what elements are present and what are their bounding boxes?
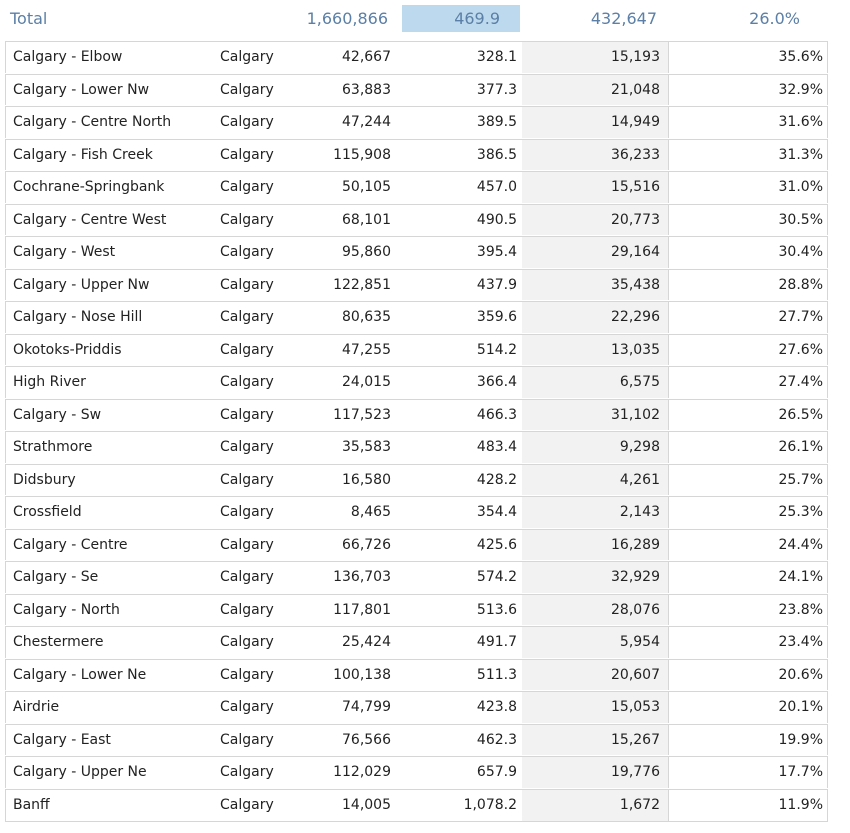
table-row[interactable]	[5, 106, 828, 138]
region-cell[interactable]: Calgary	[220, 179, 274, 196]
region-cell[interactable]: Calgary	[220, 244, 274, 261]
percent-cell[interactable]: 28.8%	[778, 276, 823, 293]
population-cell[interactable]: 16,580	[342, 471, 391, 488]
count-cell[interactable]: 20,607	[611, 666, 660, 683]
table-row[interactable]	[5, 464, 828, 496]
population-cell[interactable]: 122,851	[333, 276, 391, 293]
rate-cell[interactable]: 428.2	[476, 471, 517, 488]
total-population[interactable]: 1,660,866	[306, 9, 388, 28]
rate-cell[interactable]: 490.5	[476, 211, 517, 228]
region-cell[interactable]: Calgary	[220, 699, 274, 716]
table-row[interactable]	[5, 139, 828, 171]
zone-name-cell[interactable]: Banff	[13, 797, 50, 813]
population-cell[interactable]: 42,667	[342, 49, 391, 66]
rate-cell[interactable]: 483.4	[476, 439, 517, 456]
zone-name-cell[interactable]: Didsbury	[13, 471, 76, 488]
percent-cell[interactable]: 20.1%	[778, 699, 823, 716]
zone-name-cell[interactable]: Calgary - East	[13, 731, 111, 748]
population-cell[interactable]: 115,908	[333, 146, 391, 163]
count-cell[interactable]: 15,053	[611, 699, 660, 716]
population-cell[interactable]: 63,883	[342, 81, 391, 98]
rate-cell[interactable]: 574.2	[476, 569, 517, 586]
region-cell[interactable]: Calgary	[220, 764, 274, 781]
region-cell[interactable]: Calgary	[220, 341, 274, 358]
count-cell[interactable]: 29,164	[611, 244, 660, 261]
population-cell[interactable]: 74,799	[342, 699, 391, 716]
rate-cell[interactable]: 354.4	[476, 504, 517, 521]
percent-cell[interactable]: 31.6%	[778, 114, 823, 131]
region-cell[interactable]: Calgary	[220, 81, 274, 98]
rate-cell[interactable]: 491.7	[476, 634, 517, 651]
count-cell[interactable]: 6,575	[619, 374, 660, 391]
zone-name-cell[interactable]: Strathmore	[13, 439, 93, 456]
table-row[interactable]	[5, 789, 828, 822]
zone-name-cell[interactable]: Calgary - Nose Hill	[13, 309, 143, 326]
table-row[interactable]	[5, 756, 828, 788]
table-row[interactable]	[5, 724, 828, 756]
percent-cell[interactable]: 25.7%	[778, 471, 823, 488]
population-cell[interactable]: 95,860	[342, 244, 391, 261]
table-row[interactable]	[5, 594, 828, 626]
rate-cell[interactable]: 389.5	[476, 114, 517, 131]
zone-name-cell[interactable]: Calgary - Centre West	[13, 211, 167, 228]
percent-cell[interactable]: 35.6%	[778, 49, 823, 66]
zone-name-cell[interactable]: Calgary - Sw	[13, 406, 102, 423]
rate-cell[interactable]: 511.3	[476, 666, 517, 683]
percent-cell[interactable]: 31.3%	[778, 146, 823, 163]
rate-cell[interactable]: 359.6	[476, 309, 517, 326]
population-cell[interactable]: 100,138	[333, 666, 391, 683]
zone-name-cell[interactable]: Cochrane-Springbank	[13, 179, 165, 196]
count-cell[interactable]: 22,296	[611, 309, 660, 326]
population-cell[interactable]: 47,244	[342, 114, 391, 131]
total-count[interactable]: 432,647	[590, 9, 657, 28]
table-row[interactable]	[5, 691, 828, 723]
total-label: Total	[10, 9, 48, 28]
population-cell[interactable]: 24,015	[342, 374, 391, 391]
percent-cell[interactable]: 27.4%	[778, 374, 823, 391]
count-cell[interactable]: 35,438	[611, 276, 660, 293]
zone-name-cell[interactable]: Calgary - Upper Ne	[13, 764, 147, 781]
count-cell[interactable]: 32,929	[611, 569, 660, 586]
percent-cell[interactable]: 11.9%	[778, 797, 823, 813]
count-cell[interactable]: 13,035	[611, 341, 660, 358]
table-row[interactable]	[5, 659, 828, 691]
count-cell[interactable]: 14,949	[611, 114, 660, 131]
zone-name-cell[interactable]: High River	[13, 374, 86, 391]
region-cell[interactable]: Calgary	[220, 536, 274, 553]
zone-name-cell[interactable]: Calgary - Centre North	[13, 114, 172, 131]
zone-name-cell[interactable]: Calgary - Lower Ne	[13, 666, 147, 683]
region-cell[interactable]: Calgary	[220, 797, 274, 813]
zone-name-cell[interactable]: Crossfield	[13, 504, 82, 521]
table-row[interactable]	[5, 204, 828, 236]
zone-name-cell[interactable]: Calgary - Centre	[13, 536, 128, 553]
zone-name-cell[interactable]: Okotoks-Priddis	[13, 341, 122, 358]
region-cell[interactable]: Calgary	[220, 49, 274, 66]
population-cell[interactable]: 117,801	[333, 601, 391, 618]
population-cell[interactable]: 136,703	[333, 569, 391, 586]
count-cell[interactable]: 19,776	[611, 764, 660, 781]
zone-name-cell[interactable]: Airdrie	[13, 699, 60, 716]
count-cell[interactable]: 15,516	[611, 179, 660, 196]
population-cell[interactable]: 66,726	[342, 536, 391, 553]
table-row[interactable]	[5, 626, 828, 658]
population-cell[interactable]: 50,105	[342, 179, 391, 196]
table-row[interactable]	[5, 496, 828, 528]
count-cell[interactable]: 16,289	[611, 536, 660, 553]
count-cell[interactable]: 15,193	[611, 49, 660, 66]
population-cell[interactable]: 14,005	[342, 797, 391, 813]
rate-cell[interactable]: 457.0	[476, 179, 517, 196]
region-cell[interactable]: Calgary	[220, 666, 274, 683]
zone-name-cell[interactable]: Calgary - Fish Creek	[13, 146, 153, 163]
percent-cell[interactable]: 26.5%	[778, 406, 823, 423]
percent-cell[interactable]: 23.4%	[778, 634, 823, 651]
data-table	[5, 41, 828, 822]
region-cell[interactable]: Calgary	[220, 471, 274, 488]
table-row[interactable]	[5, 236, 828, 268]
count-cell[interactable]: 9,298	[619, 439, 660, 456]
population-cell[interactable]: 47,255	[342, 341, 391, 358]
zone-name-cell[interactable]: Calgary - West	[13, 244, 116, 261]
percent-cell[interactable]: 20.6%	[778, 666, 823, 683]
region-cell[interactable]: Calgary	[220, 634, 274, 651]
rate-cell[interactable]: 366.4	[476, 374, 517, 391]
count-cell[interactable]: 20,773	[611, 211, 660, 228]
percent-cell[interactable]: 26.1%	[778, 439, 823, 456]
percent-cell[interactable]: 32.9%	[778, 81, 823, 98]
total-row	[0, 0, 850, 38]
region-cell[interactable]: Calgary	[220, 569, 274, 586]
rate-cell[interactable]: 395.4	[476, 244, 517, 261]
rate-cell[interactable]: 466.3	[476, 406, 517, 423]
percent-cell[interactable]: 27.7%	[778, 309, 823, 326]
count-cell[interactable]: 21,048	[611, 81, 660, 98]
percent-cell[interactable]: 30.4%	[778, 244, 823, 261]
table-row[interactable]	[5, 269, 828, 301]
rate-cell[interactable]: 437.9	[476, 276, 517, 293]
percent-cell[interactable]: 25.3%	[778, 504, 823, 521]
total-rate-highlighted[interactable]: 469.9	[402, 5, 520, 32]
region-cell[interactable]: Calgary	[220, 276, 274, 293]
percent-cell[interactable]: 27.6%	[778, 341, 823, 358]
percent-cell[interactable]: 19.9%	[778, 731, 823, 748]
region-cell[interactable]: Calgary	[220, 439, 274, 456]
percent-cell[interactable]: 24.1%	[778, 569, 823, 586]
population-cell[interactable]: 112,029	[333, 764, 391, 781]
table-row[interactable]	[5, 561, 828, 593]
rate-cell[interactable]: 513.6	[476, 601, 517, 618]
region-cell[interactable]: Calgary	[220, 601, 274, 618]
rate-cell[interactable]: 657.9	[476, 764, 517, 781]
region-cell[interactable]: Calgary	[220, 406, 274, 423]
table-row[interactable]	[5, 334, 828, 366]
zone-name-cell[interactable]: Calgary - Upper Nw	[13, 276, 150, 293]
zone-name-cell[interactable]: Calgary - Se	[13, 569, 99, 586]
region-cell[interactable]: Calgary	[220, 309, 274, 326]
table-row[interactable]	[5, 366, 828, 398]
count-cell[interactable]: 1,672	[619, 797, 660, 813]
zone-name-cell[interactable]: Calgary - Lower Nw	[13, 81, 150, 98]
table-row[interactable]	[5, 171, 828, 203]
zone-name-cell[interactable]: Calgary - North	[13, 601, 120, 618]
table-row[interactable]	[5, 399, 828, 431]
table-row[interactable]	[5, 301, 828, 333]
population-cell[interactable]: 80,635	[342, 309, 391, 326]
rate-cell[interactable]: 386.5	[476, 146, 517, 163]
rate-cell[interactable]: 425.6	[476, 536, 517, 553]
population-cell[interactable]: 25,424	[342, 634, 391, 651]
table-row[interactable]	[5, 74, 828, 106]
count-cell[interactable]: 4,261	[619, 471, 660, 488]
table-row[interactable]	[5, 529, 828, 561]
population-cell[interactable]: 8,465	[350, 504, 391, 521]
population-cell[interactable]: 76,566	[342, 731, 391, 748]
rate-cell[interactable]: 514.2	[476, 341, 517, 358]
population-cell[interactable]: 117,523	[333, 406, 391, 423]
table-row[interactable]	[5, 431, 828, 463]
count-cell[interactable]: 31,102	[611, 406, 660, 423]
zone-name-cell[interactable]: Chestermere	[13, 634, 104, 651]
count-cell[interactable]: 2,143	[619, 504, 660, 521]
count-cell[interactable]: 28,076	[611, 601, 660, 618]
region-cell[interactable]: Calgary	[220, 504, 274, 521]
percent-cell[interactable]: 24.4%	[778, 536, 823, 553]
population-cell[interactable]: 35,583	[342, 439, 391, 456]
count-cell[interactable]: 5,954	[619, 634, 660, 651]
table-row[interactable]	[5, 41, 828, 73]
region-cell[interactable]: Calgary	[220, 114, 274, 131]
rate-cell[interactable]: 328.1	[476, 49, 517, 66]
population-cell[interactable]: 68,101	[342, 211, 391, 228]
region-cell[interactable]: Calgary	[220, 146, 274, 163]
rate-cell[interactable]: 423.8	[476, 699, 517, 716]
region-cell[interactable]: Calgary	[220, 211, 274, 228]
zone-name-cell[interactable]: Calgary - Elbow	[13, 49, 123, 66]
rate-cell[interactable]: 377.3	[476, 81, 517, 98]
count-cell[interactable]: 36,233	[611, 146, 660, 163]
region-cell[interactable]: Calgary	[220, 731, 274, 748]
percent-cell[interactable]: 17.7%	[778, 764, 823, 781]
rate-cell[interactable]: 462.3	[476, 731, 517, 748]
region-cell[interactable]: Calgary	[220, 374, 274, 391]
percent-cell[interactable]: 23.8%	[778, 601, 823, 618]
rate-cell[interactable]: 1,078.2	[463, 797, 517, 813]
percent-cell[interactable]: 31.0%	[778, 179, 823, 196]
total-percent[interactable]: 26.0%	[749, 9, 800, 28]
count-cell[interactable]: 15,267	[611, 731, 660, 748]
percent-cell[interactable]: 30.5%	[778, 211, 823, 228]
